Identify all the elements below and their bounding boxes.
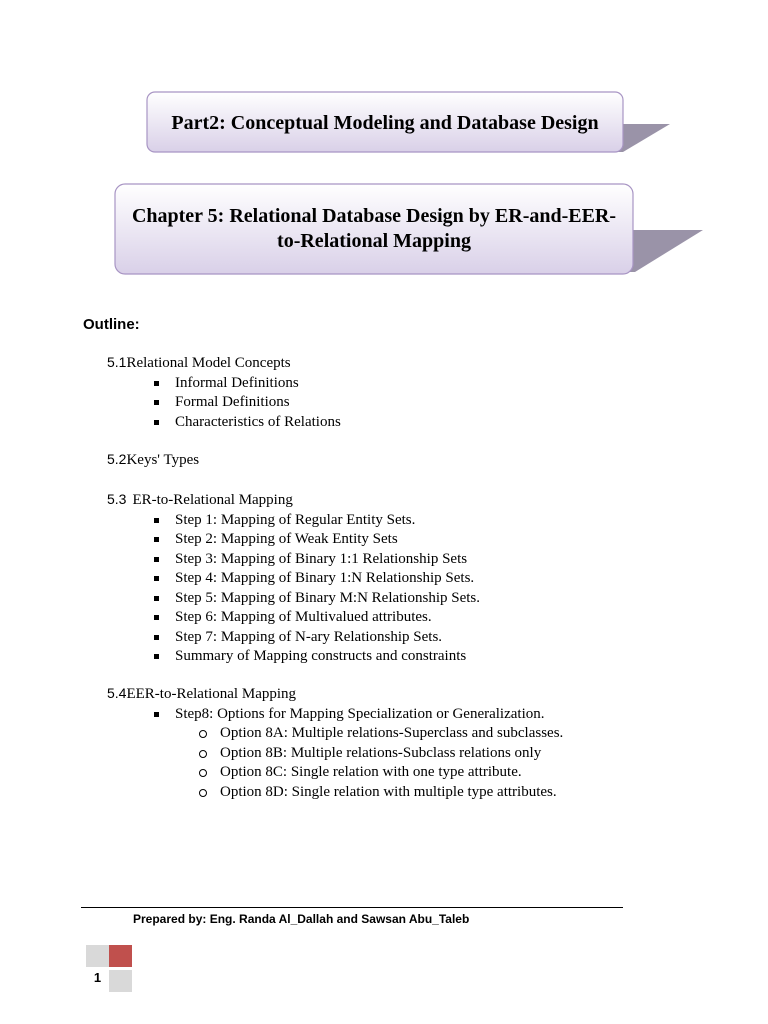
part-title: Part2: Conceptual Modeling and Database Design xyxy=(171,111,599,134)
outline-heading: Outline: xyxy=(83,316,140,333)
section-number: 5.3 xyxy=(107,491,127,507)
section-number: 5.4 xyxy=(107,685,127,701)
section-5-4 xyxy=(107,684,563,802)
chapter-banner xyxy=(113,182,705,278)
sub-list-item: Option 8C: Single relation with one type attribute. xyxy=(107,763,563,783)
list-item: Step 2: Mapping of Weak Entity Sets xyxy=(107,530,480,550)
bullet-list xyxy=(107,705,563,725)
list-item: Summary of Mapping constructs and constraints xyxy=(107,647,480,667)
bullet-list xyxy=(107,511,480,667)
sub-list-item: Option 8A: Multiple relations-Superclass and subclasses. xyxy=(107,724,563,744)
section-5-3 xyxy=(107,490,480,667)
sub-list-item: Option 8D: Single relation with multiple type attributes. xyxy=(107,783,563,803)
bullet-list xyxy=(107,374,341,433)
page-square-gray xyxy=(86,945,109,967)
list-item: Step 6: Mapping of Multivalued attributes. xyxy=(107,608,480,628)
list-item: Step 7: Mapping of N-ary Relationship Sets. xyxy=(107,628,480,648)
section-title: Relational Model Concepts xyxy=(126,355,291,371)
sub-list-item: Option 8B: Multiple relations-Subclass relations only xyxy=(107,744,563,764)
chapter-title: Chapter 5: Relational Database Design by ER-and-EER-to-Relational Mapping xyxy=(131,205,617,252)
prepared-by: Prepared by: Eng. Randa Al_Dallah and Sawsan Abu_Taleb xyxy=(133,912,470,926)
list-item: Step 3: Mapping of Binary 1:1 Relationship Sets xyxy=(107,550,480,570)
list-item: Formal Definitions xyxy=(107,393,341,413)
section-heading xyxy=(107,450,199,471)
section-title: EER-to-Relational Mapping xyxy=(126,686,297,702)
page-number: 1 xyxy=(93,970,102,985)
footer-divider xyxy=(81,907,623,908)
section-number: 5.1 xyxy=(107,354,127,370)
section-heading xyxy=(107,490,480,511)
part-banner xyxy=(145,90,675,158)
page-square-red xyxy=(109,945,132,967)
section-5-1 xyxy=(107,353,341,432)
section-heading xyxy=(107,684,563,705)
section-5-2 xyxy=(107,450,199,471)
list-item: Step8: Options for Mapping Specialization or Generalization. xyxy=(107,705,563,725)
sub-bullet-list xyxy=(107,724,563,802)
list-item: Step 4: Mapping of Binary 1:N Relationship Sets. xyxy=(107,569,480,589)
list-item: Step 1: Mapping of Regular Entity Sets. xyxy=(107,511,480,531)
section-title: ER-to-Relational Mapping xyxy=(132,492,293,508)
list-item: Informal Definitions xyxy=(107,374,341,394)
section-title: Keys' Types xyxy=(126,452,200,468)
list-item: Step 5: Mapping of Binary M:N Relationship Sets. xyxy=(107,589,480,609)
section-heading xyxy=(107,353,341,374)
page-square-gray xyxy=(109,970,132,992)
section-number: 5.2 xyxy=(107,451,127,467)
list-item: Characteristics of Relations xyxy=(107,413,341,433)
